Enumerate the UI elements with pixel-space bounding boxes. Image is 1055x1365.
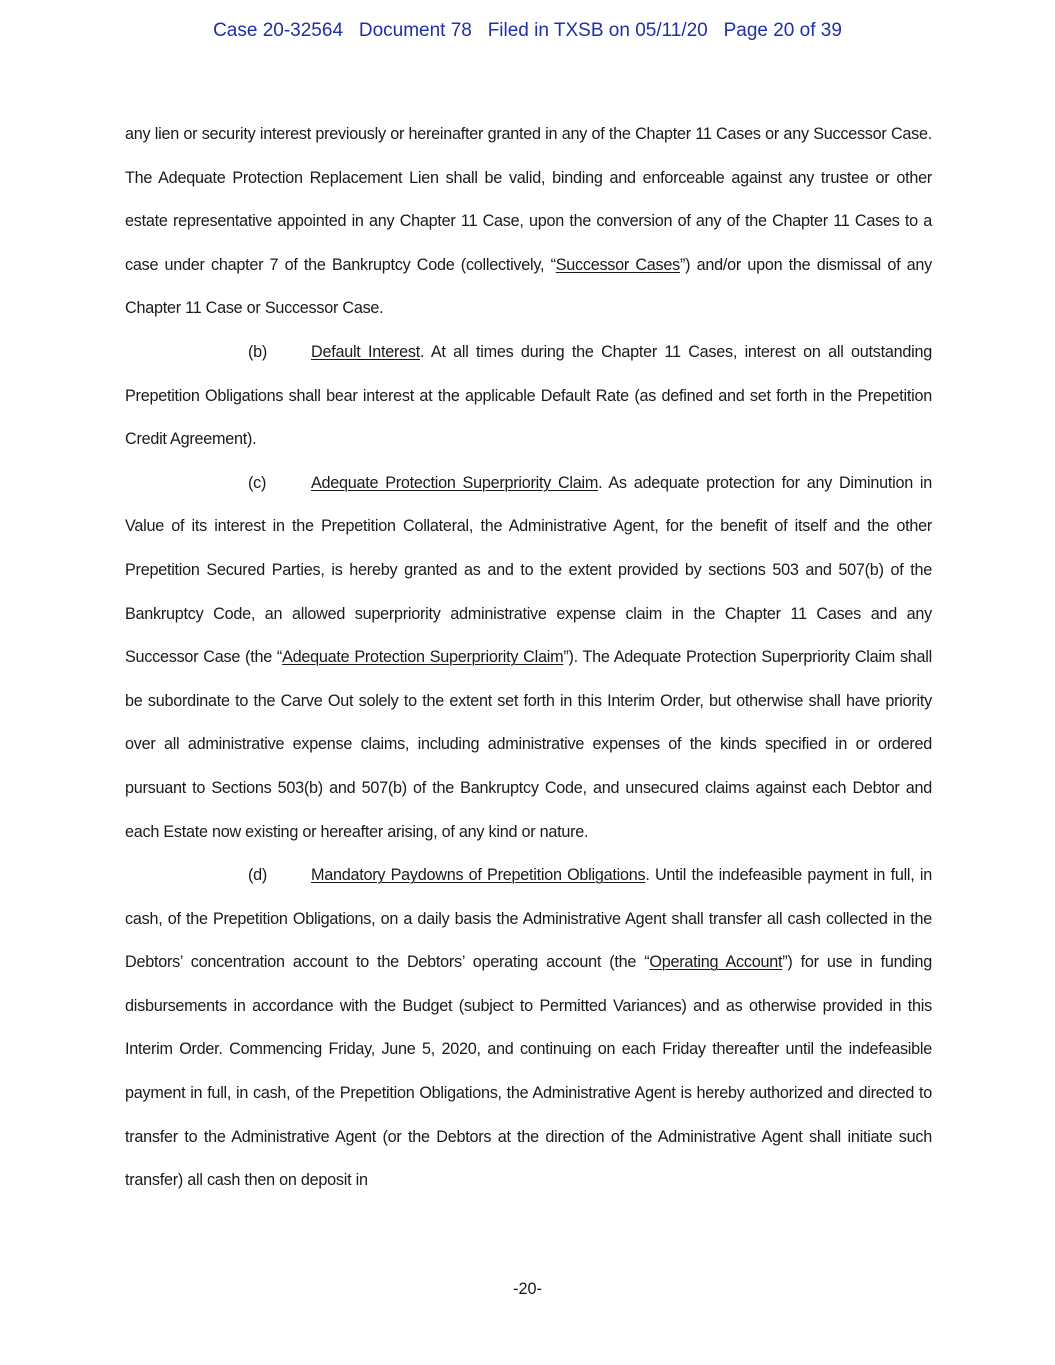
paragraph-d-text-1: . Until the indefeasible payment in full, in cash, of the Prepetition Obligations, on a daily basis the Administrative Agent shall transfer all cash collected in the Debtors’ concentration account to the Debtors’ operating account (the “ (125, 866, 932, 972)
filing-header: Case 20-32564 Document 78 Filed in TXSB on 05/11/20 Page 20 of 39 (213, 20, 842, 41)
item-letter-b: (b) (248, 342, 268, 361)
paragraph-b (125, 331, 932, 462)
item-letter-c: (c) (248, 473, 267, 492)
defined-term-operating-account: Operating Account (649, 953, 783, 972)
page-number: -20- (513, 1280, 542, 1298)
paragraph-continuation (125, 113, 932, 331)
paragraph-d (125, 854, 932, 1203)
paragraph-text-tail: ”) and/or upon the dismissal of any Chapter 11 Case or Successor Case. (125, 255, 933, 318)
paragraph-c (125, 462, 932, 854)
paragraph-b-text: . At all times during the Chapter 11 Cases, interest on all outstanding Prepetition Obligations shall bear interest at the applicable Default Rate (as defined and set forth in the Prepetition Credit Agreement). (125, 342, 932, 449)
heading-default-interest: Default Interest (311, 342, 420, 361)
item-letter-d: (d) (248, 866, 268, 885)
paragraph-d-text-2: ”) for use in funding disbursements in accordance with the Budget (subject to Permitted Variances) and as otherwise provided in this Interim Order. Commencing Friday, June 5, 2020, and continuing on each Friday thereafter until the indefeasible payment in full, in cash, of the Prepetition Obligations, the Administrative Agent is hereby authorized and directed to transfer to the Administrative Agent (or the Debtors at the direction of the Administrative Agent shall initiate such transfer) all cash then on deposit in (125, 953, 933, 1190)
defined-term-adequate-protection-superpriority-claim: Adequate Protection Superpriority Claim (282, 648, 564, 667)
paragraph-c-text-2: ”). The Adequate Protection Superpriority Claim shall be subordinate to the Carve Out solely to the extent set forth in this Interim Order, but otherwise shall have priority over all administrative expense claims, including administrative expenses of the kinds specified in or ordered pursuant to Sections 503(b) and 507(b) of the Bankruptcy Code, and unsecured claims against each Debtor and each Estate now existing or hereafter arising, of any kind or nature. (125, 648, 932, 841)
document-body (125, 113, 932, 1203)
defined-term-successor-cases: Successor Cases (555, 255, 680, 274)
heading-mandatory-paydowns: Mandatory Paydowns of Prepetition Obligations (311, 866, 646, 885)
paragraph-c-text-1: . As adequate protection for any Diminution in Value of its interest in the Prepetition Collateral, the Administrative Agent, for the benefit of itself and the other Prepetition Secured Parties, is hereby granted as and to the extent provided by sections 503 and 507(b) of the Bankruptcy Code, an allowed superpriority administrative expense claim in the Chapter 11 Cases and any Successor Case (the “ (125, 473, 932, 667)
heading-adequate-protection-superpriority-claim: Adequate Protection Superpriority Claim (311, 473, 599, 492)
paragraph-text: any lien or security interest previously or hereinafter granted in any of the Chapter 11 Cases or any Successor Case. The Adequate Protection Replacement Lien shall be valid, binding and enforceable against any trustee or other estate representative appointed in any Chapter 11 Case, upon the conversion of any of the Chapter 11 Cases to a case under chapter 7 of the Bankruptcy Code (collectively, “ (125, 125, 932, 274)
